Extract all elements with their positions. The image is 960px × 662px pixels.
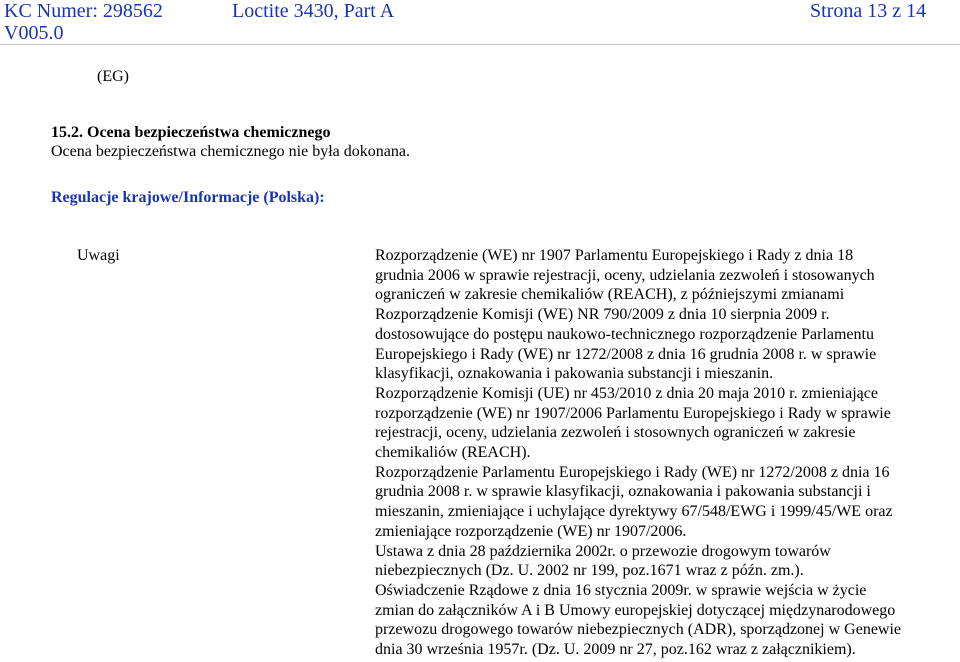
section-text: Ocena bezpieczeństwa chemicznego nie była dokonana.	[51, 143, 410, 160]
remarks-line: Rozporządzenie (WE) nr 1907 Parlamentu Europejskiego i Rady z dnia 18	[375, 247, 854, 264]
product-name: Loctite 3430, Part A	[232, 0, 395, 22]
remarks-line: klasyfikacji, oznakowania i pakowania substancji i mieszanin.	[375, 365, 774, 382]
remarks-line: przewozu drogowego towarów niebezpiecznych (ADR), sporządzonej w Genewie	[375, 621, 902, 638]
remarks-line: zmieniające rozporządzenie (WE) nr 1907/2006.	[375, 523, 687, 540]
remarks-line: Europejskiego i Rady (WE) nr 1272/2008 z dnia 16 grudnia 2008 r. w sprawie	[375, 346, 877, 363]
version: V005.0	[4, 22, 64, 44]
remarks-line: mieszanin, zmieniające i uchylające dyrektywy 67/548/EWG i 1999/45/WE oraz	[375, 503, 893, 520]
remarks-line: rejestracji, oceny, udzielania zezwoleń i stosownych ograniczeń w zakresie	[375, 424, 856, 441]
header-divider	[0, 44, 960, 45]
kc-number: KC Numer: 298562	[4, 0, 163, 22]
remarks-line: chemikaliów (REACH).	[375, 444, 531, 461]
page-number: Strona 13 z 14	[810, 0, 927, 22]
remarks-line: ograniczeń w zakresie chemikaliów (REACH), z późniejszymi zmianami	[375, 286, 845, 303]
remarks-line: Ustawa z dnia 28 października 2002r. o przewozie drogowym towarów	[375, 543, 831, 560]
national-heading: Regulacje krajowe/Informacje (Polska):	[51, 189, 325, 206]
remarks-line: Rozporządzenie Komisji (UE) nr 453/2010 z dnia 20 maja 2010 r. zmieniające	[375, 385, 878, 402]
remarks-line: dostosowujące do postępu naukowo-technicznego rozporządzenie Parlamentu	[375, 326, 874, 343]
remarks-line: rozporządzenie (WE) nr 1907/2006 Parlamentu Europejskiego i Rady w sprawie	[375, 405, 891, 422]
remarks-line: Oświadczenie Rządowe z dnia 16 stycznia 2009r. w sprawie wejścia w życie	[375, 582, 867, 599]
remarks-line: Rozporządzenie Komisji (WE) NR 790/2009 z dnia 10 sierpnia 2009 r.	[375, 306, 830, 323]
remarks-line: zmian do załączników A i B Umowy europejskiej dotyczącej międzynarodowego	[375, 602, 896, 619]
eg-label: (EG)	[97, 68, 129, 85]
remarks-line: grudnia 2008 r. w sprawie klasyfikacji, oznakowania i pakowania substancji i	[375, 483, 871, 500]
remarks-line: dnia 30 września 1957r. (Dz. U. 2009 nr 27, poz.162 wraz z załącznikiem).	[375, 641, 856, 658]
remarks-line: Rozporządzenie Parlamentu Europejskiego i Rady (WE) nr 1272/2008 z dnia 16	[375, 464, 890, 481]
section-heading: 15.2. Ocena bezpieczeństwa chemicznego	[51, 124, 331, 141]
remarks-line: grudnia 2006 w sprawie rejestracji, oceny, udzielania zezwoleń i stosowanych	[375, 267, 875, 284]
remarks-line: niebezpiecznych (Dz. U. 2002 nr 199, poz.1671 wraz z późn. zm.).	[375, 562, 804, 579]
remarks-label: Uwagi	[77, 247, 120, 264]
